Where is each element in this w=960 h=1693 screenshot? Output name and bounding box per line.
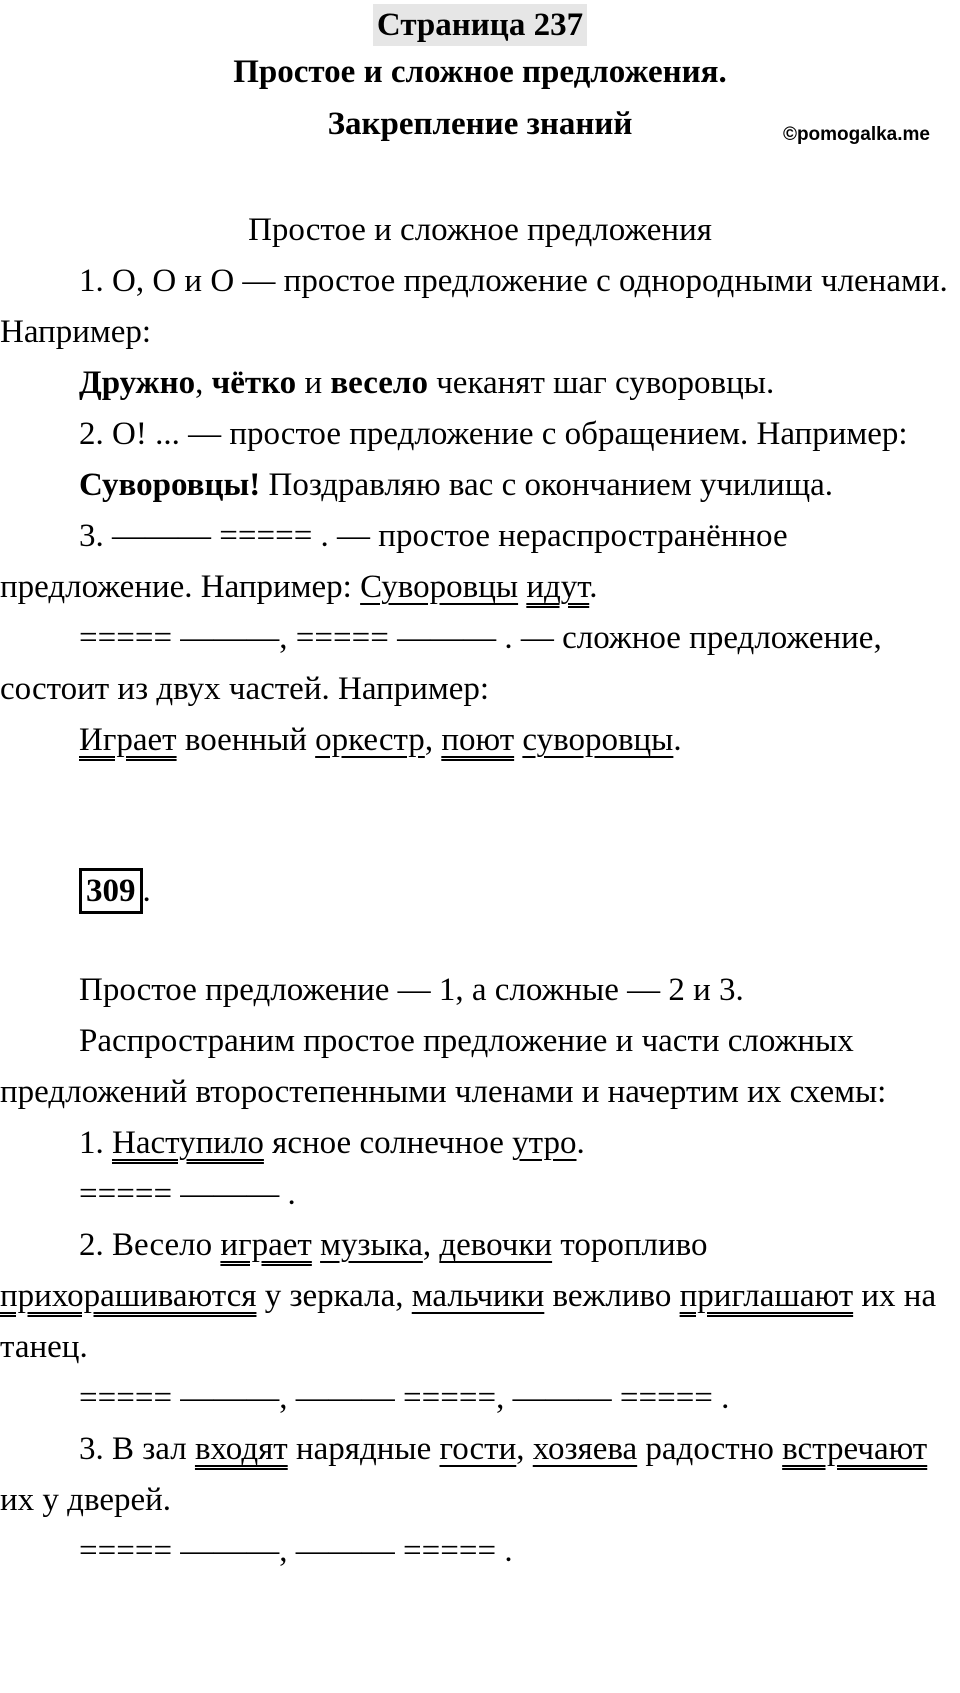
predicate-word: Играет <box>79 722 177 758</box>
predicate-word: прихорашиваются <box>0 1278 257 1314</box>
subject-word: гости <box>439 1431 517 1467</box>
predicate-word: идут <box>526 569 590 605</box>
text: . <box>673 722 682 758</box>
text: , <box>516 1431 533 1467</box>
example-2 <box>0 460 960 511</box>
subject-word: девочки <box>439 1227 553 1263</box>
predicate-word: приглашают <box>679 1278 854 1314</box>
rule-4: ===== ———, ===== ——— . — сложное предложение, состоит из двух частей. Например: <box>0 620 882 707</box>
text: , <box>422 1227 440 1263</box>
sentence-2 <box>0 1220 960 1373</box>
page-content <box>0 205 960 1577</box>
lesson-title-line-2: Закрепление знаний <box>327 106 633 142</box>
text: радостно <box>637 1431 783 1467</box>
exercise-number: 309 <box>79 868 143 914</box>
theory-heading: Простое и сложное предложения <box>248 212 712 248</box>
text: , <box>195 365 212 401</box>
text: и <box>296 365 331 401</box>
text: 2. Весело <box>79 1227 221 1263</box>
rule-3 <box>0 511 960 613</box>
subject-word: суворовцы <box>522 722 674 758</box>
text: . <box>589 569 598 605</box>
text: 3. В зал <box>79 1431 195 1467</box>
subject-word: хозяева <box>532 1431 638 1467</box>
text: чеканят шаг суворовцы. <box>427 365 775 401</box>
example-1 <box>0 358 960 409</box>
predicate-word: поют <box>441 722 515 758</box>
text: Поздравляю вас с окончанием училища. <box>260 467 834 503</box>
subject-word: оркестр <box>315 722 425 758</box>
rule-2: 2. О! ... — простое предложение с обращением. Например: <box>79 416 908 452</box>
homogeneous-word: весело <box>330 365 428 401</box>
text: нарядные <box>287 1431 440 1467</box>
address-word: Суворовцы! <box>79 467 261 503</box>
example-4 <box>0 715 960 766</box>
text: 1. <box>79 1125 112 1161</box>
text: , <box>424 722 442 758</box>
exercise-header <box>0 866 960 917</box>
rule-1: 1. О, О и О — простое предложение с однородными членами. Например: <box>0 263 948 350</box>
subject-word: утро <box>512 1125 577 1161</box>
homogeneous-word: чётко <box>211 365 297 401</box>
text: их на танец. <box>0 1278 937 1365</box>
text: ясное солнечное <box>263 1125 513 1161</box>
subject-word: музыка <box>320 1227 423 1263</box>
text: . <box>576 1125 585 1161</box>
sentence-1 <box>0 1118 960 1169</box>
answer-1: Простое предложение — 1, а сложные — 2 и 3. <box>79 972 744 1008</box>
text: военный <box>176 722 316 758</box>
answer-2: Распространим простое предложение и части сложных предложений второстепенными членами и начертим их схемы: <box>0 1023 887 1110</box>
predicate-word: играет <box>220 1227 312 1263</box>
text: их у дверей. <box>0 1482 172 1518</box>
text: вежливо <box>544 1278 680 1314</box>
subject-word: Суворовцы <box>360 569 519 605</box>
predicate-word: встречают <box>782 1431 928 1467</box>
text <box>312 1227 320 1263</box>
sentence-3 <box>0 1424 960 1526</box>
lesson-title-line-1: Простое и сложное предложения. <box>233 54 727 90</box>
homogeneous-word: Дружно <box>79 365 196 401</box>
sentence-2-scheme: ===== ———, ——— =====, ——— ===== . <box>79 1380 730 1416</box>
site-watermark: ©pomogalka.me <box>782 124 930 145</box>
predicate-word: Наступило <box>112 1125 264 1161</box>
text: торопливо <box>552 1227 708 1263</box>
text: у зеркала, <box>256 1278 412 1314</box>
predicate-word: входят <box>194 1431 288 1467</box>
sentence-1-scheme: ===== ——— . <box>79 1176 296 1212</box>
page-number-label: Страница 237 <box>373 4 587 46</box>
subject-word: мальчики <box>411 1278 545 1314</box>
exercise-number-dot: . <box>142 873 151 909</box>
sentence-3-scheme: ===== ———, ——— ===== . <box>79 1533 513 1569</box>
text: 3. ——— ===== . — простое нераспространённое предложение. Например: <box>0 518 788 605</box>
